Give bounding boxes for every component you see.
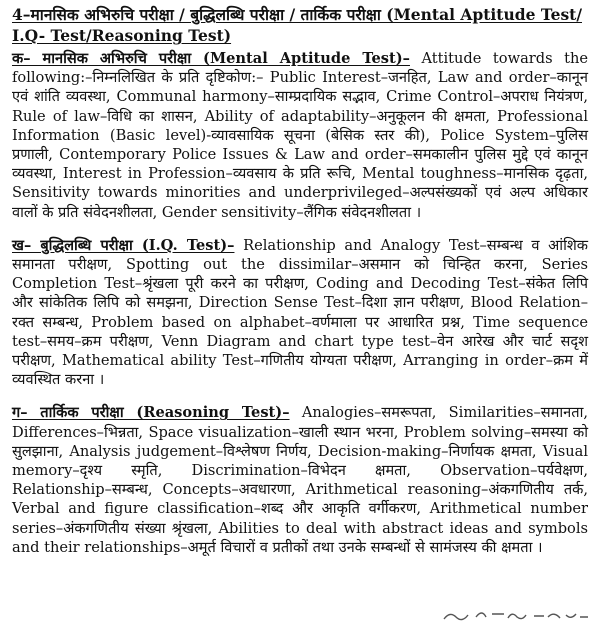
section-mental-aptitude [12, 49, 588, 222]
section-heading: क– मानसिक अभिरुचि परीक्षा (Mental Aptitude Test)– [12, 50, 410, 67]
document-title: 4–मानसिक अभिरुचि परीक्षा / बुद्धिलब्धि परीक्षा / तार्किक परीक्षा (Mental Aptitude Test/ I.Q- Test/Reasoning Test) [12, 5, 582, 45]
section-body: Analogies–समरूपता, Similarities–समानता, Differences–भिन्नता, Space visualization–खाली स्थान भरना, Problem solving–समस्या को सुलझाना, Analysis judgement–विश्लेषण निर्णय, Decision-making–निर्णायक क्षमता, Visual memory–दृश्य स्मृति, Discrimination–विभेदन क्षमता, Observation–पर्यवेक्षण, Relationship–सम्बन्ध, Concepts–अवधारणा, Arithmetical reasoning–अंकगणितीय तर्क, Verbal and figure classification–शब्द और आकृति वर्गीकरण, Arithmetical number series–अंकगणितीय संख्या श्रृंखला, Abilities to deal with abstract ideas and symbols and their relationships–अमूर्त विचारों व प्रतीकों तथा उनके सम्बन्धों से सामंजस्य की क्षमता । [12, 404, 589, 556]
section-reasoning-test [12, 403, 588, 557]
section-paragraph [12, 403, 588, 557]
section-paragraph [12, 236, 588, 390]
torn-text-fragment [442, 605, 592, 623]
section-body: Attitude towards the following:–निम्नलिखित के प्रति दृष्टिकोण:– Public Interest–जनहित, Law and order–कानून एवं शांति व्यवस्था, Communal harmony–साम्प्रदायिक सद्भाव, Crime Control–अपराध नियंत्रण, Rule of law–विधि का शासन, Ability of adaptability–अनुकूलन की क्षमता, Professional Information (Basic level)-व्यावसायिक सूचना (बेसिक स्तर की), Police System–पुलिस प्रणाली, Contemporary Police Issues & Law and order–समकालीन पुलिस मुद्दे एवं कानून व्यवस्था, Interest in Profession–व्यवसाय के प्रति रूचि, Mental toughness–मानसिक दृढ़ता, Sensitivity towards minorities and underprivileged–अल्पसंख्यकों एवं अल्प अधिकार वालों के प्रति संवेदनशीलता, Gender sensitivity–लैंगिक संवेदनशीलता । [12, 50, 589, 221]
section-heading: ख– बुद्धिलब्धि परीक्षा (I.Q. Test)– [12, 236, 235, 254]
section-body: Relationship and Analogy Test–सम्बन्ध व आंशिक समानता परीक्षण, Spotting out the dissimilar–असमान को चिन्हित करना, Series Completion Test–श्रृंखला पूरी करने का परीक्षण, Coding and Decoding Test–संकेत लिपि और सांकेतिक लिपि को समझना, Direction Sense Test–दिशा ज्ञान परीक्षण, Blood Relation–रक्त सम्बन्ध, Problem based on alphabet–वर्णमाला पर आधारित प्रश्न, Time sequence test–समय–क्रम परीक्षण, Venn Diagram and chart type test–वेन आरेख और चार्ट सदृश परीक्षण, Mathematical ability Test–गणितीय योग्यता परीक्षण, Arranging in order–क्रम में व्यवस्थित करना । [12, 236, 588, 389]
section-spacer [12, 222, 588, 236]
section-iq-test [12, 236, 588, 390]
section-heading: ग– तार्किक परीक्षा (Reasoning Test)– [12, 404, 290, 422]
section-spacer [12, 389, 588, 403]
fragment-strokes [444, 613, 588, 620]
section-paragraph [12, 49, 588, 222]
